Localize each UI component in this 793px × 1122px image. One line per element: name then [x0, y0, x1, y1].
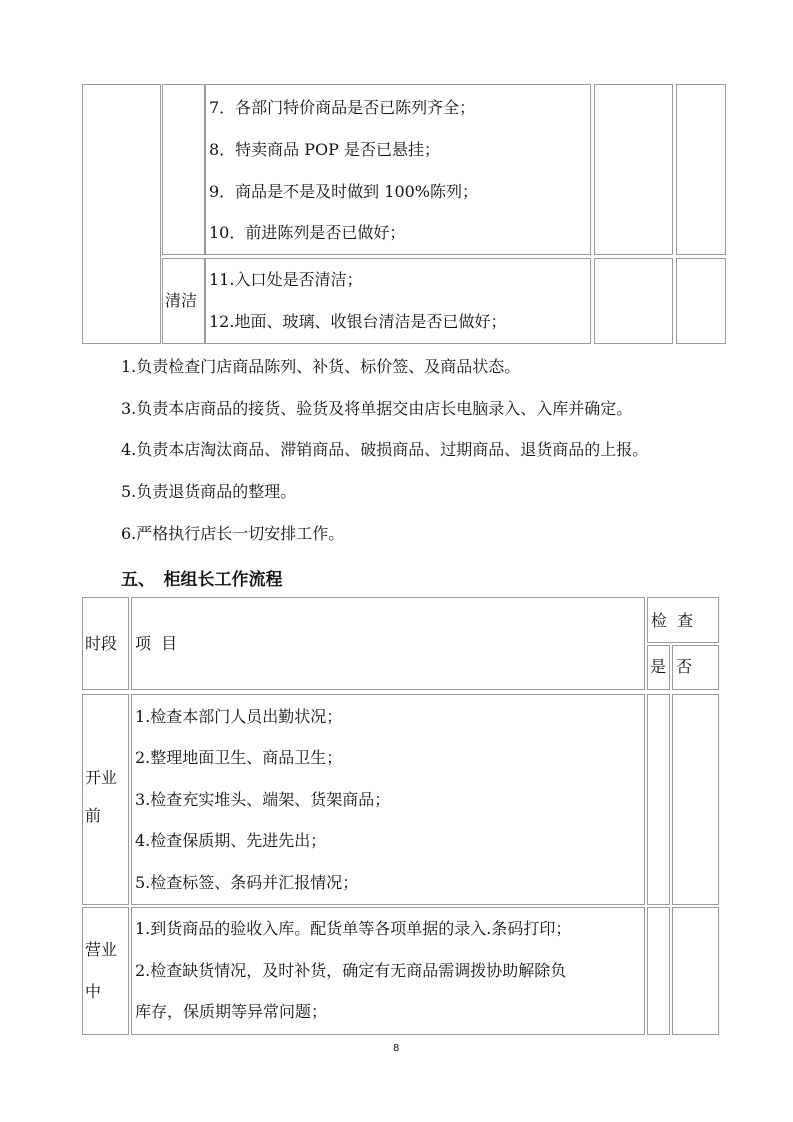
table2-during-item: 2.检查缺货情况，及时补货，确定有无商品需调拨协助解除负: [135, 961, 567, 980]
table2-before-open-item: 2.整理地面卫生、商品卫生；: [135, 748, 343, 767]
table1-row-7: 7．各部门特价商品是否已陈列齐全；: [209, 98, 476, 117]
table2-before-open-item: 4.检查保质期、先进先出；: [135, 831, 327, 850]
page-number: 8: [393, 1043, 400, 1054]
duty-item: 3.负责本店商品的接货、验货及将单据交由店长电脑录入、入库并确定。: [121, 399, 633, 418]
duty-item: 1.负责检查门店商品陈列、补货、标价签、及商品状态。: [121, 357, 521, 376]
table1-row-12: 12.地面、玻璃、收银台清洁是否已做好；: [209, 312, 507, 331]
duty-item: 6.严格执行店长一切安排工作。: [121, 524, 345, 543]
table1-no-cell-b: [676, 258, 726, 344]
table2-during-item: 1.到货商品的验收入库。配货单等各项单据的录入.条码打印；: [135, 919, 572, 938]
table2-header-period: 时段: [85, 634, 118, 653]
table1-row-11: 11.入口处是否清洁；: [209, 270, 363, 289]
table2-header-item-cell: [131, 597, 645, 690]
table1-col2-cell-a: [162, 84, 205, 255]
table2-during-label-2: 中: [85, 982, 102, 1001]
table2-before-open-item: 5.检查标签、条码并汇报情况；: [135, 873, 359, 892]
table1-no-cell-a: [676, 84, 726, 255]
section-title: 五、 柜组长工作流程: [121, 570, 283, 590]
table2-before-open-label-2: 前: [85, 806, 102, 825]
duty-item: 4.负责本店淘汰商品、滞销商品、破损商品、过期商品、退货商品的上报。: [121, 440, 649, 459]
table1-yes-cell-b: [594, 258, 673, 344]
table2-header-yes: 是: [650, 657, 667, 676]
table2-before-open-label-1: 开业: [85, 768, 118, 787]
table2-before-open-yes-cell: [647, 694, 670, 905]
table2-header-item: 项 目: [135, 634, 178, 653]
table1-row-9: 9．商品是不是及时做到 100%陈列；: [209, 182, 479, 201]
table2-during-label-cell: [82, 907, 129, 1035]
table2-header-no: 否: [676, 657, 693, 676]
table2-before-open-label-cell: [82, 694, 129, 905]
duty-item: 5.负责退货商品的整理。: [121, 482, 297, 501]
table1-cleaning-label: 清洁: [165, 291, 198, 310]
table2-header-check: 检 查: [651, 611, 694, 630]
table2-during-item: 库存，保质期等异常问题；: [135, 1002, 328, 1021]
table1-col1-cell: [82, 84, 161, 344]
table2-during-yes-cell: [647, 907, 670, 1035]
table1-yes-cell-a: [594, 84, 673, 255]
table2-before-open-item: 1.检查本部门人员出勤状况；: [135, 707, 343, 726]
table1-row-10: 10．前进陈列是否已做好；: [209, 223, 406, 242]
table2-during-label-1: 营业: [85, 940, 118, 959]
table2-before-open-item: 3.检查充实堆头、端架、货架商品；: [135, 790, 391, 809]
table2-before-open-no-cell: [672, 694, 719, 905]
table1-row-8: 8．特卖商品 POP 是否已悬挂；: [209, 140, 441, 159]
table2-during-no-cell: [672, 907, 719, 1035]
